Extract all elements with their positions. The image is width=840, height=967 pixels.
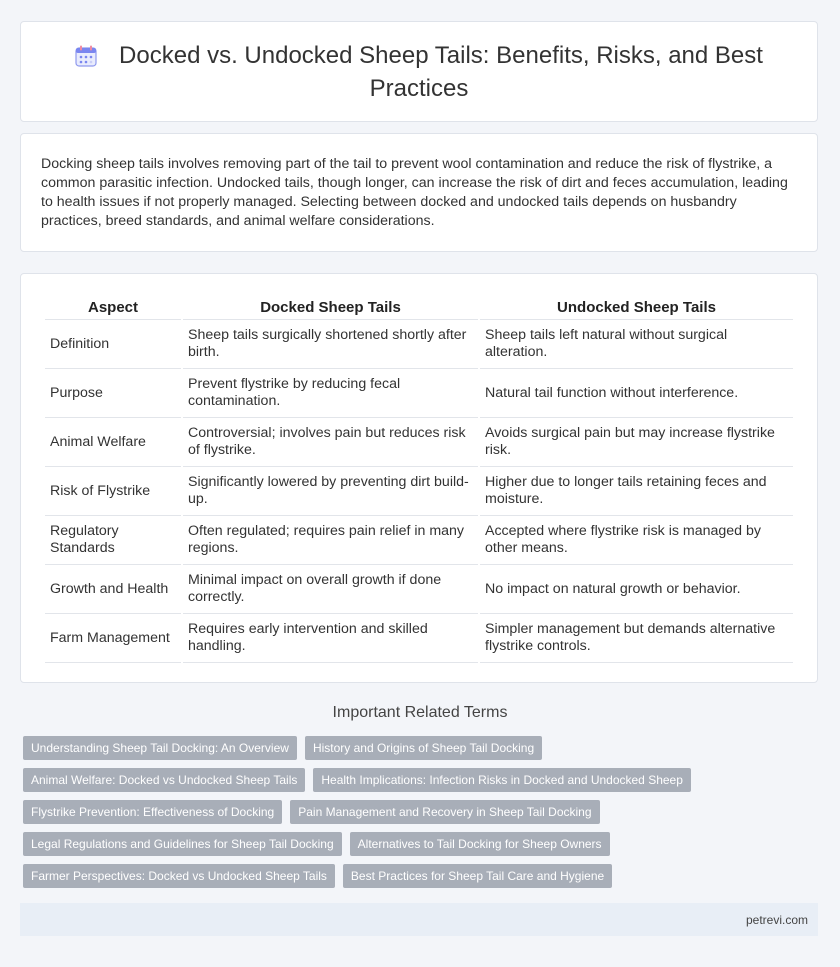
cell-undocked: Avoids surgical pain but may increase flystrike risk. (480, 418, 793, 467)
related-term-tag[interactable]: Legal Regulations and Guidelines for Sheep Tail Docking (23, 832, 342, 856)
cell-undocked: Natural tail function without interference. (480, 369, 793, 418)
table-row (45, 369, 793, 418)
cell-docked: Minimal impact on overall growth if done correctly. (183, 565, 478, 614)
cell-docked: Sheep tails surgically shortened shortly after birth. (183, 320, 478, 369)
table-row (45, 516, 793, 565)
title-card (20, 21, 818, 122)
page-title-text: Docked vs. Undocked Sheep Tails: Benefits, Risks, and Best Practices (119, 41, 763, 102)
related-term-tag[interactable]: Animal Welfare: Docked vs Undocked Sheep Tails (23, 768, 305, 792)
footer (20, 903, 818, 936)
table-row (45, 418, 793, 467)
table-row (45, 320, 793, 369)
cell-undocked: Sheep tails left natural without surgical alteration. (480, 320, 793, 369)
related-term-tag[interactable]: Best Practices for Sheep Tail Care and Hygiene (343, 864, 612, 888)
header-aspect: Aspect (45, 294, 181, 320)
cell-docked: Requires early intervention and skilled handling. (183, 614, 478, 663)
cell-undocked: Simpler management but demands alternative flystrike controls. (480, 614, 793, 663)
cell-aspect: Growth and Health (45, 565, 181, 614)
table-header-row (45, 294, 793, 320)
cell-undocked: Accepted where flystrike risk is managed by other means. (480, 516, 793, 565)
related-terms-list (23, 736, 823, 896)
table-row (45, 467, 793, 516)
cell-docked: Significantly lowered by preventing dirt build-up. (183, 467, 478, 516)
cell-undocked: Higher due to longer tails retaining feces and moisture. (480, 467, 793, 516)
related-term-tag[interactable]: Health Implications: Infection Risks in Docked and Undocked Sheep (313, 768, 691, 792)
footer-site[interactable]: petrevi.com (745, 912, 808, 927)
cell-aspect: Animal Welfare (45, 418, 181, 467)
tag-row (23, 768, 823, 792)
cell-aspect: Definition (45, 320, 181, 369)
table-row (45, 614, 793, 663)
comparison-card (20, 273, 818, 683)
tag-row (23, 800, 823, 824)
intro-card (20, 133, 818, 252)
related-term-tag[interactable]: Pain Management and Recovery in Sheep Tail Docking (290, 800, 599, 824)
intro-paragraph: Docking sheep tails involves removing part of the tail to prevent wool contamination and reduce the risk of flystrike, a common parasitic infection. Undocked tails, though longer, can increase the risk of dirt and feces accumulation, leading to health issues if not properly managed. Selecting between docked and undocked tails depends on husbandry practices, breed standards, and animal welfare considerations. (41, 156, 788, 229)
table-row (45, 565, 793, 614)
page-title (69, 41, 769, 103)
related-term-tag[interactable]: Alternatives to Tail Docking for Sheep Owners (350, 832, 610, 856)
comparison-table (43, 294, 795, 663)
cell-aspect: Risk of Flystrike (45, 467, 181, 516)
cell-docked: Often regulated; requires pain relief in many regions. (183, 516, 478, 565)
tag-row (23, 736, 823, 760)
tag-row (23, 832, 823, 856)
cell-aspect: Farm Management (45, 614, 181, 663)
title-wrap (69, 41, 769, 103)
cell-undocked: No impact on natural growth or behavior. (480, 565, 793, 614)
table-body (45, 320, 793, 663)
cell-docked: Controversial; involves pain but reduces risk of flystrike. (183, 418, 478, 467)
cell-aspect: Purpose (45, 369, 181, 418)
related-term-tag[interactable]: Farmer Perspectives: Docked vs Undocked Sheep Tails (23, 864, 335, 888)
cell-aspect: Regulatory Standards (45, 516, 181, 565)
related-term-tag[interactable]: Understanding Sheep Tail Docking: An Overview (23, 736, 297, 760)
header-docked: Docked Sheep Tails (183, 294, 478, 320)
header-undocked: Undocked Sheep Tails (480, 294, 793, 320)
related-term-tag[interactable]: Flystrike Prevention: Effectiveness of Docking (23, 800, 282, 824)
calendar-icon (75, 45, 97, 74)
related-term-tag[interactable]: History and Origins of Sheep Tail Docking (305, 736, 542, 760)
related-terms-title: Important Related Terms (332, 704, 508, 721)
cell-docked: Prevent flystrike by reducing fecal contamination. (183, 369, 478, 418)
tag-row (23, 864, 823, 888)
